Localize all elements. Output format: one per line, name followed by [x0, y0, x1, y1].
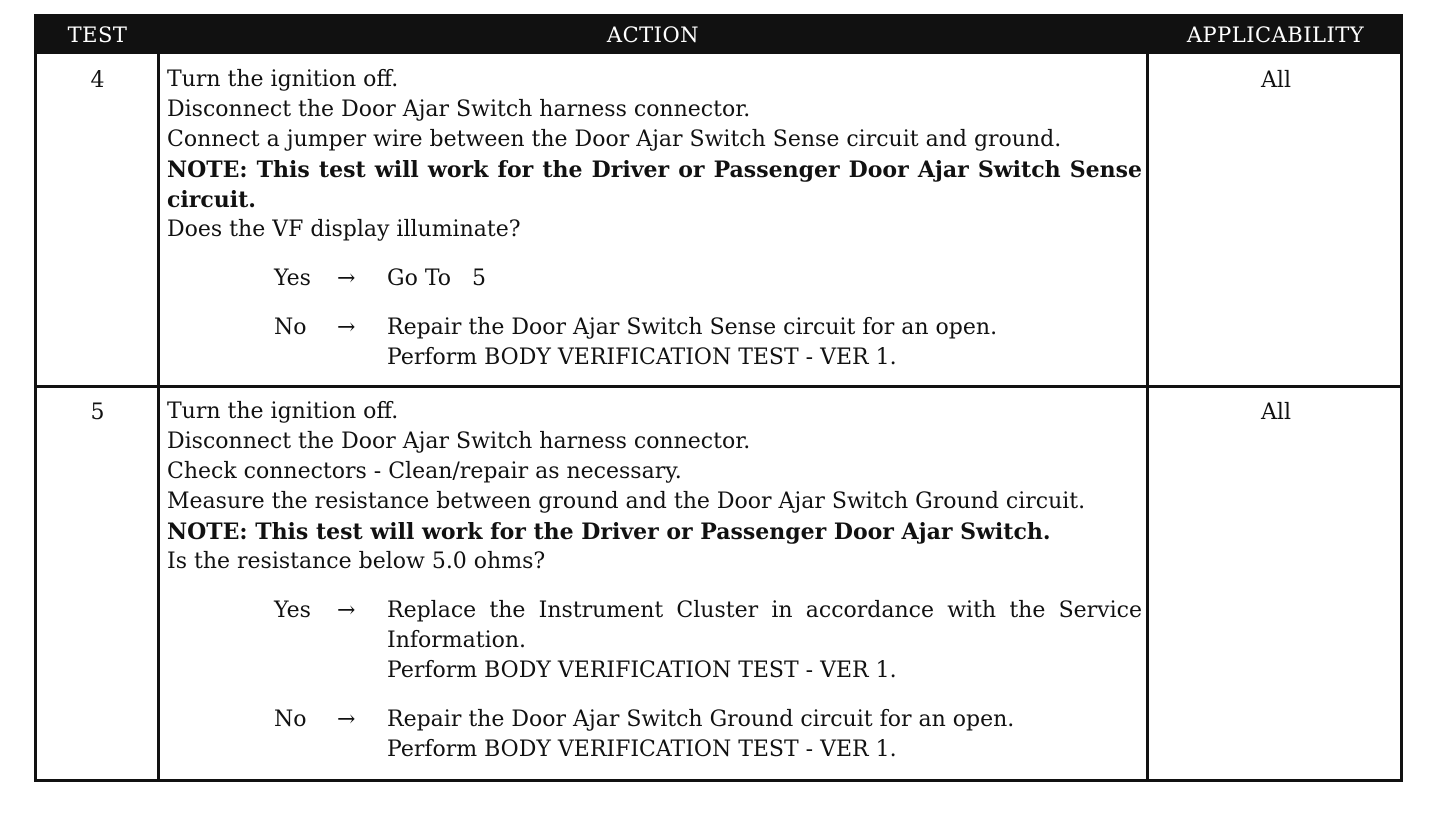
right-arrow-icon: → [337, 315, 356, 340]
action-step: Check connectors - Clean/repair as necessary. [167, 459, 682, 484]
header-applicability: APPLICABILITY [1186, 23, 1365, 47]
yes-branch [167, 264, 1142, 294]
yes-outcome-text: Replace the Instrument Cluster in accordance with the Service Information. [387, 598, 1142, 653]
action-step: Disconnect the Door Ajar Switch harness connector. [167, 97, 751, 122]
row-divider [37, 385, 1400, 388]
action-cell [167, 65, 1142, 373]
action-question: Does the VF display illuminate? [167, 217, 521, 242]
yes-outcome [387, 596, 1142, 686]
action-step: Disconnect the Door Ajar Switch harness connector. [167, 429, 751, 454]
no-label: No [274, 707, 307, 732]
no-label: No [274, 315, 307, 340]
test-number: 5 [90, 400, 105, 425]
right-arrow-icon: → [337, 598, 356, 623]
action-step: Turn the ignition off. [167, 399, 399, 424]
action-step: Turn the ignition off. [167, 67, 399, 92]
applicability-value: All [1261, 400, 1291, 425]
right-arrow-icon: → [337, 266, 356, 291]
no-outcome-text: Repair the Door Ajar Switch Sense circuit for an open. [387, 315, 998, 340]
diagnostic-test-table [34, 14, 1403, 782]
action-step: Connect a jumper wire between the Door Ajar Switch Sense circuit and ground. [167, 127, 1062, 152]
action-note: NOTE: This test will work for the Driver or Passenger Door Ajar Switch. [167, 519, 1051, 545]
yes-label: Yes [274, 266, 311, 291]
yes-label: Yes [274, 598, 311, 623]
no-branch [167, 313, 1142, 373]
yes-outcome [387, 264, 1142, 294]
header-test: TEST [67, 23, 128, 47]
no-outcome-text: Perform BODY VERIFICATION TEST - VER 1. [387, 345, 897, 370]
no-outcome [387, 313, 1142, 373]
action-note: NOTE: This test will work for the Driver or Passenger Door Ajar Switch Sense circuit. [167, 157, 1142, 213]
yes-outcome-text: Go To 5 [387, 266, 486, 291]
no-outcome-text: Repair the Door Ajar Switch Ground circuit for an open. [387, 707, 1015, 732]
table-header [37, 14, 1400, 54]
yes-branch [167, 596, 1142, 686]
header-action: ACTION [606, 23, 700, 47]
applicability-value: All [1261, 68, 1291, 93]
action-question: Is the resistance below 5.0 ohms? [167, 549, 546, 574]
no-outcome [387, 705, 1142, 765]
action-step: Measure the resistance between ground and the Door Ajar Switch Ground circuit. [167, 489, 1086, 514]
test-number: 4 [90, 68, 105, 93]
yes-outcome-text: Perform BODY VERIFICATION TEST - VER 1. [387, 658, 897, 683]
no-branch [167, 705, 1142, 765]
no-outcome-text: Perform BODY VERIFICATION TEST - VER 1. [387, 737, 897, 762]
action-cell [167, 397, 1142, 765]
right-arrow-icon: → [337, 707, 356, 732]
